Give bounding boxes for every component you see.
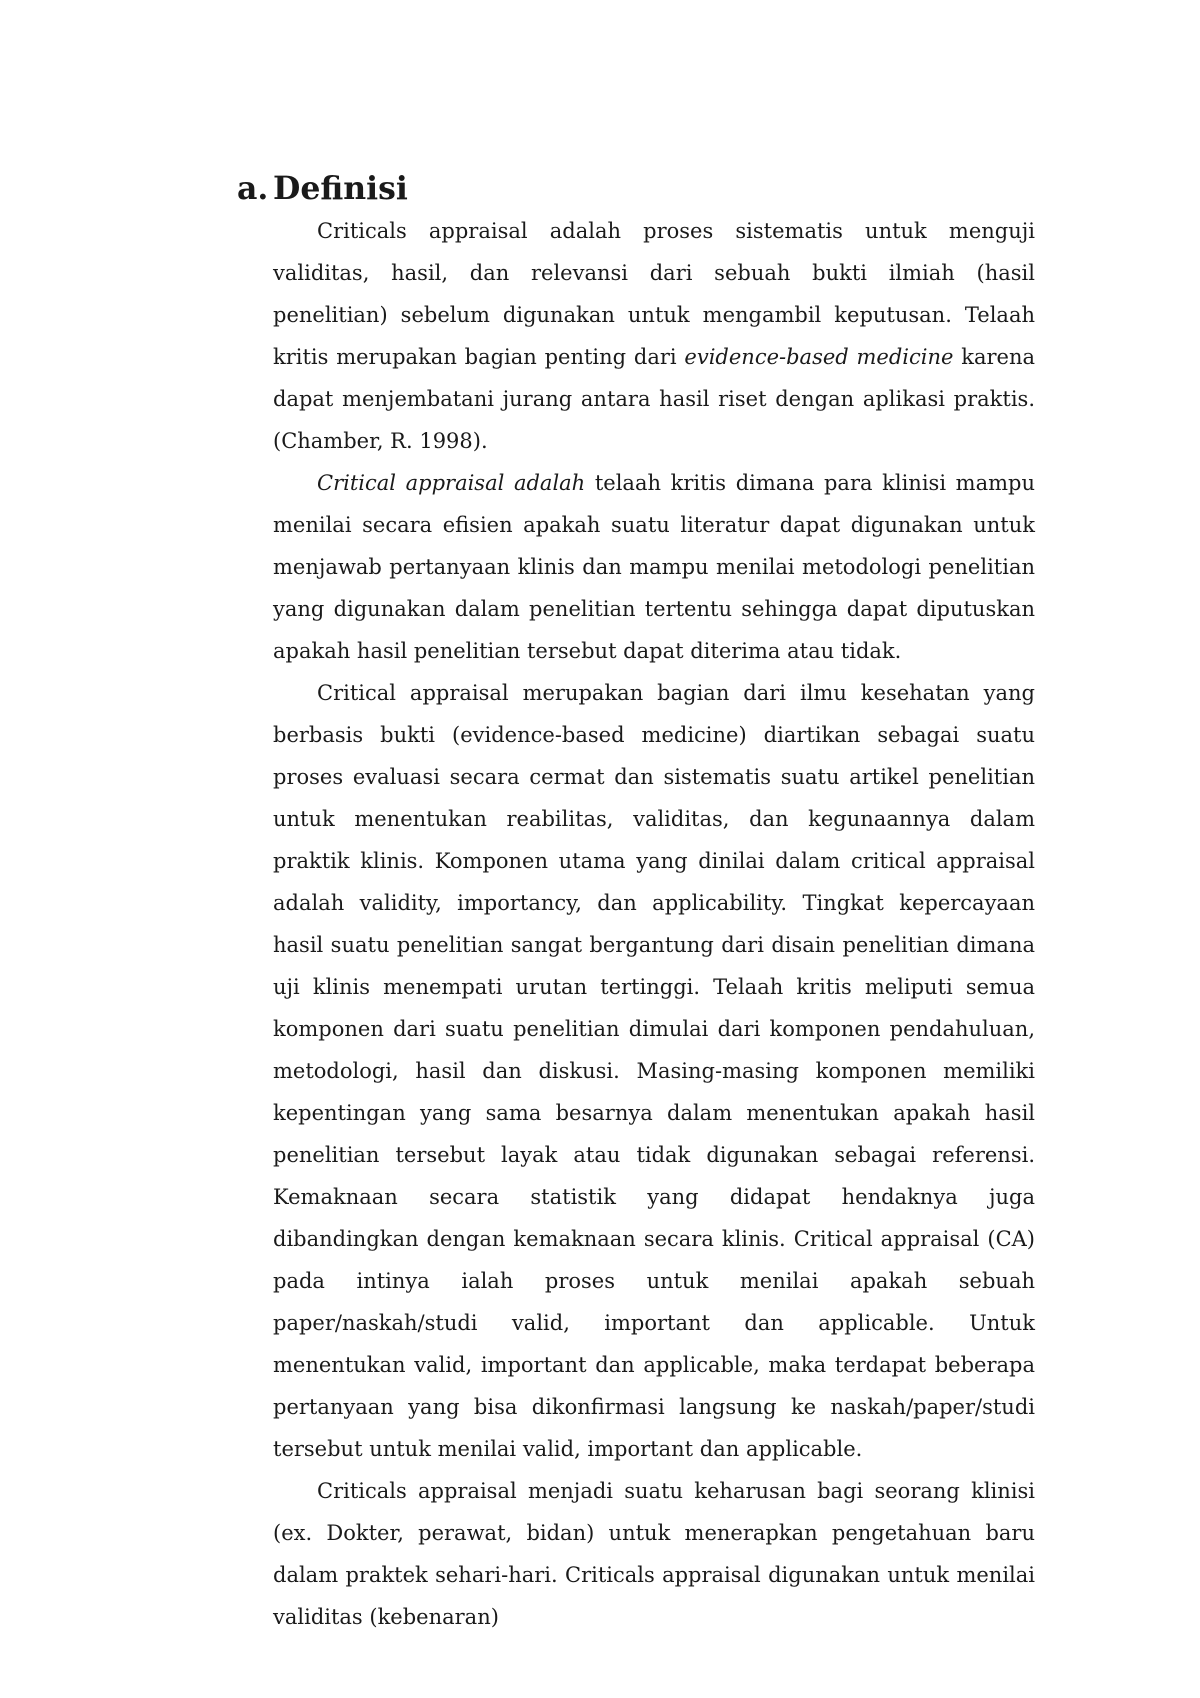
- section-marker: a.: [237, 170, 269, 207]
- paragraph-4: Criticals appraisal menjadi suatu keharusan bagi seorang klinisi (ex. Dokter, perawat, bidan) untuk menerapkan pengetahuan baru dalam praktek sehari-hari. Criticals appraisal digunakan untuk menilai validitas (kebenaran): [273, 1479, 1035, 1629]
- paragraph-1-text-a: Criticals appraisal adalah proses sistematis untuk menguji validitas, hasil, dan relevansi dari sebuah bukti ilmiah (hasil penelitian) sebelum digunakan untuk mengambil keputusan. Telaah kritis merupakan bagian penting dari: [273, 219, 1035, 369]
- paragraph-1-italic: evidence-based medicine: [684, 345, 954, 369]
- paragraph-2-text: telaah kritis dimana para klinisi mampu menilai secara efisien apakah suatu literatur dapat digunakan untuk menjawab pertanyaan klinis dan mampu menilai metodologi penelitian yang digunakan dalam penelitian tertentu sehingga dapat diputuskan apakah hasil penelitian tersebut dapat diterima atau tidak.: [273, 471, 1035, 663]
- paragraph-2-italic: Critical appraisal adalah: [317, 471, 586, 495]
- paragraph-1-text-b: karena dapat menjembatani jurang antara hasil riset dengan aplikasi praktis. (Chamber, R. 1998).: [273, 345, 1036, 453]
- section-title: Definisi: [273, 170, 408, 207]
- paragraph-2: [273, 462, 1035, 672]
- page-content: [237, 168, 1036, 1638]
- section-heading: [237, 168, 1035, 210]
- paragraph-3: Critical appraisal merupakan bagian dari ilmu kesehatan yang berbasis bukti (evidence-based medicine) diartikan sebagai suatu proses evaluasi secara cermat dan sistematis suatu artikel penelitian untuk menentukan reabilitas, validitas, dan kegunaannya dalam praktik klinis. Komponen utama yang dinilai dalam critical appraisal adalah validity, importancy, dan applicability. Tingkat kepercayaan hasil suatu penelitian sangat bergantung dari disain penelitian dimana uji klinis menempati urutan tertinggi. Telaah kritis meliputi semua komponen dari suatu penelitian dimulai dari komponen pendahuluan, metodologi, hasil dan diskusi. Masing-masing komponen memiliki kepentingan yang sama besarnya dalam menentukan apakah hasil penelitian tersebut layak atau tidak digunakan sebagai referensi. Kemaknaan secara statistik yang didapat hendaknya juga dibandingkan dengan kemaknaan secara klinis. Critical appraisal (CA) pada intinya ialah proses untuk menilai apakah sebuah paper/naskah/studi valid, important dan applicable. Untuk menentukan valid, important dan applicable, maka terdapat beberapa pertanyaan yang bisa dikonfirmasi langsung ke naskah/paper/studi tersebut untuk menilai valid, important dan applicable.: [273, 681, 1035, 1461]
- paragraph-1: [273, 210, 1035, 462]
